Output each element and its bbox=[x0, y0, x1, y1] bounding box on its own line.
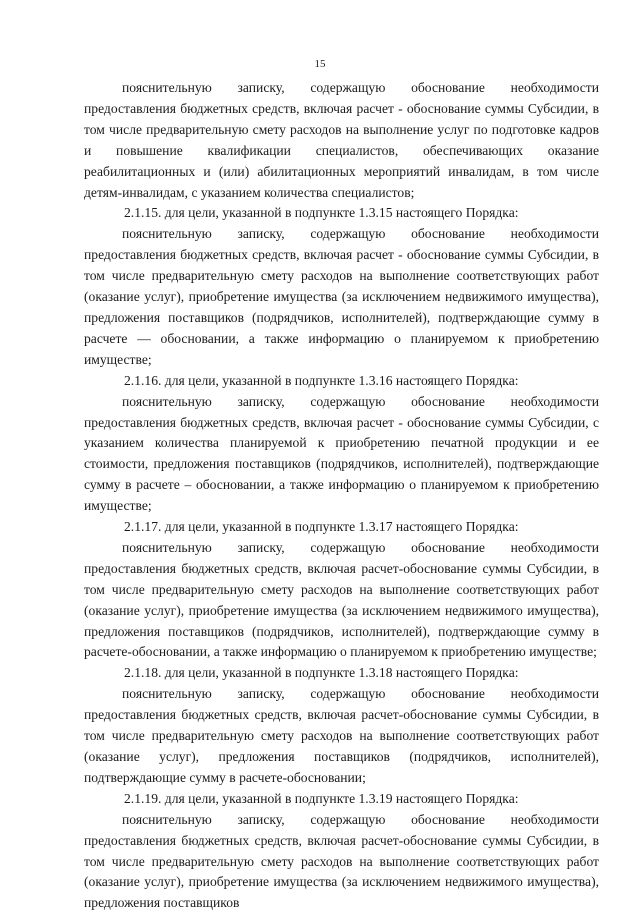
document-body bbox=[84, 78, 599, 914]
paragraph-explanatory-note: пояснительную записку, содержащую обоснование необходимости предоставления бюджетных средств, включая расчет - обоснование суммы Субсидии, с указанием количества планируемой к приобретению печатной продукции и ее стоимости, предложения поставщиков (подрядчиков, исполнителей), подтверждающие сумму в расчете – обосновании, а также информацию о планируемом к приобретению имуществе; bbox=[84, 393, 599, 514]
clause-2-1-16-heading: 2.1.16. для цели, указанной в подпункте 1.3.16 настоящего Порядка: bbox=[124, 372, 519, 388]
paragraph-explanatory-note: пояснительную записку, содержащую обоснование необходимости предоставления бюджетных средств, включая расчет-обоснование суммы Субсидии, в том числе предварительную смету расходов на выполнение соответствующих работ (оказание услуг), приобретение имущества (за исключением недвижимого имущества), предложения поставщиков (подрядчиков, исполнителей), подтверждающие сумму в расчете-обосновании, а также информацию о планируемом к приобретению имуществе; bbox=[84, 539, 599, 660]
paragraph-explanatory-note: пояснительную записку, содержащую обоснование необходимости предоставления бюджетных средств, включая расчет-обоснование суммы Субсидии, в том числе предварительную смету расходов на выполнение соответствующих работ (оказание услуг), приобретение имущества (за исключением недвижимого имущества), предложения поставщиков bbox=[84, 811, 599, 911]
clause-2-1-17-heading: 2.1.17. для цели, указанной в подпункте 1.3.17 настоящего Порядка: bbox=[124, 519, 519, 535]
clause-2-1-18-heading: 2.1.18. для цели, указанной в подпункте 1.3.18 настоящего Порядка: bbox=[124, 665, 519, 681]
paragraph-explanatory-note: пояснительную записку, содержащую обоснование необходимости предоставления бюджетных средств, включая расчет - обоснование суммы Субсидии, в том числе предварительную смету расходов на выполнение соответствующих работ (оказание услуг), приобретение имущества (за исключением недвижимого имущества), предложения поставщиков (подрядчиков, исполнителей), подтверждающие сумму в расчете — обосновании, а также информацию о планируемом к приобретению имуществе; bbox=[84, 226, 599, 367]
paragraph-explanatory-note: пояснительную записку, содержащую обоснование необходимости предоставления бюджетных средств, включая расчет-обоснование суммы Субсидии, в том числе предварительную смету расходов на выполнение соответствующих работ (оказание услуг), предложения поставщиков (подрядчиков, исполнителей), подтверждающие сумму в расчете-обосновании; bbox=[84, 686, 599, 785]
page-number: 15 bbox=[314, 58, 326, 70]
clause-2-1-15-heading: 2.1.15. для цели, указанной в подпункте 1.3.15 настоящего Порядка: bbox=[124, 205, 519, 221]
clause-2-1-19-heading: 2.1.19. для цели, указанной в подпункте 1.3.19 настоящего Порядка: bbox=[124, 790, 519, 806]
paragraph-explanatory-note: пояснительную записку, содержащую обоснование необходимости предоставления бюджетных средств, включая расчет - обоснование суммы Субсидии, в том числе предварительную смету расходов на выполнение услуг по подготовке кадров и повышение квалификации специалистов, обеспечивающих оказание реабилитационных и (или) абилитационных мероприятий инвалидам, в том числе детям-инвалидам, с указанием количества специалистов; bbox=[84, 80, 599, 200]
